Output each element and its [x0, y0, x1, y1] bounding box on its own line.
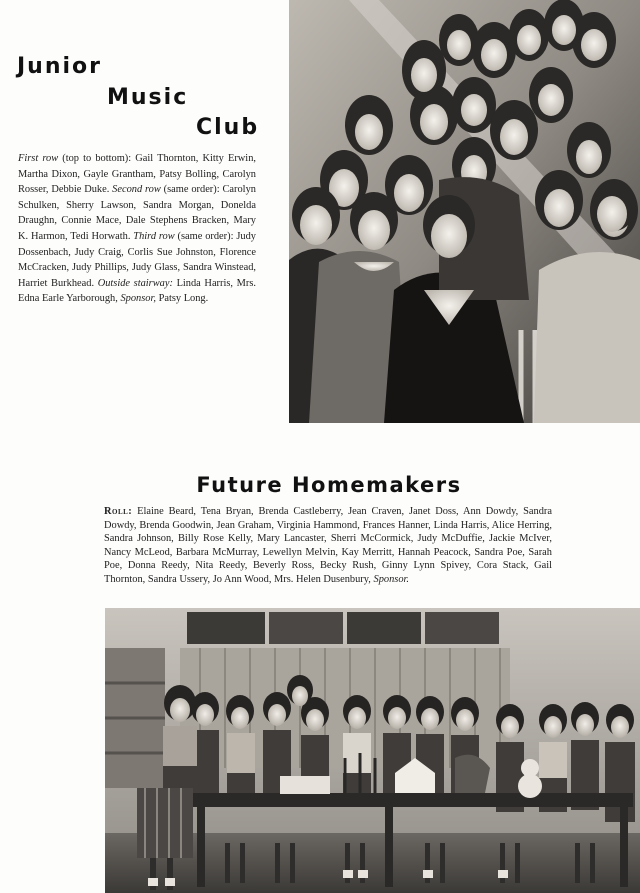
music-club-last-name: Patsy Long. — [158, 293, 209, 305]
roll-names: Elaine Beard, Tena Bryan, Brenda Castleberry, Jean Craven, Janet Doss, Ann Dowdy, Sandra Dowdy, Brenda Goodwin, Jean Graham, Virginia Hammond, Frances Hanner, Linda Harris, Alice Herring, Sandra Johnson, Billy Rose Kelly, Mary Lancaster, Sherri McCormick, Judy McDuffie, Jackie McIver, Nancy McLeod, Barbara McMurray, Lewellyn Melvin, Kay Merritt, Hannah Peacock, Sandra Poe, Sarah Poe, Donna Reedy, Nita Reedy, Beverly Ross, Becky Rush, Ginny Lynn Spivey, Cora Stack, Gail Thornton, Sandra Ussery, Jo Ann Wood, Mrs. Helen Dusenbury, — [104, 506, 552, 585]
music-club-title-line-2: Music — [107, 85, 189, 110]
roll-label: Roll: — [104, 506, 133, 517]
homemakers-title: Future Homemakers — [196, 473, 462, 497]
first-row-label: First row — [18, 153, 59, 164]
music-club-sponsor-label: Sponsor, — [120, 293, 156, 305]
third-row-names: Judy Dossenbach, Judy Craig, Corlis Sue Johnston, Florence McCracken, Judy Phillips, Judy Glass, Sandra Winstead, Harriet Burkhead. — [18, 230, 256, 289]
outside-stairway-names: Linda Harris, Mrs. Edna Earle Yarborough, — [18, 277, 256, 305]
second-row-label: Second row — [112, 184, 161, 196]
music-club-title-line-3: Club — [196, 115, 260, 140]
second-row-order: (same order): — [163, 184, 220, 196]
music-club-caption — [18, 151, 256, 307]
homemakers-group-photo — [105, 608, 640, 893]
third-row-label: Third row — [133, 230, 175, 242]
second-row-names: Carolyn Schulken, Sherry Lawson, Sandra Morgan, Donelda Draughn, Connie Mace, Dale Stephens Bracken, Mary K. Harmon, Tedi Horwath. — [18, 184, 256, 242]
third-row-order: (same order): — [177, 230, 234, 242]
homemakers-roll — [104, 505, 552, 587]
first-row-names: Gail Thornton, Kitty Erwin, Martha Dixon, Gayle Grantham, Patsy Bolling, Carolyn Rosser, Debbie Duke. — [18, 153, 256, 196]
music-club-group-photo — [289, 0, 640, 423]
outside-stairway-label: Outside stairway: — [97, 277, 173, 289]
first-row-order: (top to bottom): — [62, 153, 132, 164]
music-club-title-line-1: Junior — [17, 54, 103, 79]
homemakers-sponsor-label: Sponsor. — [373, 573, 410, 585]
